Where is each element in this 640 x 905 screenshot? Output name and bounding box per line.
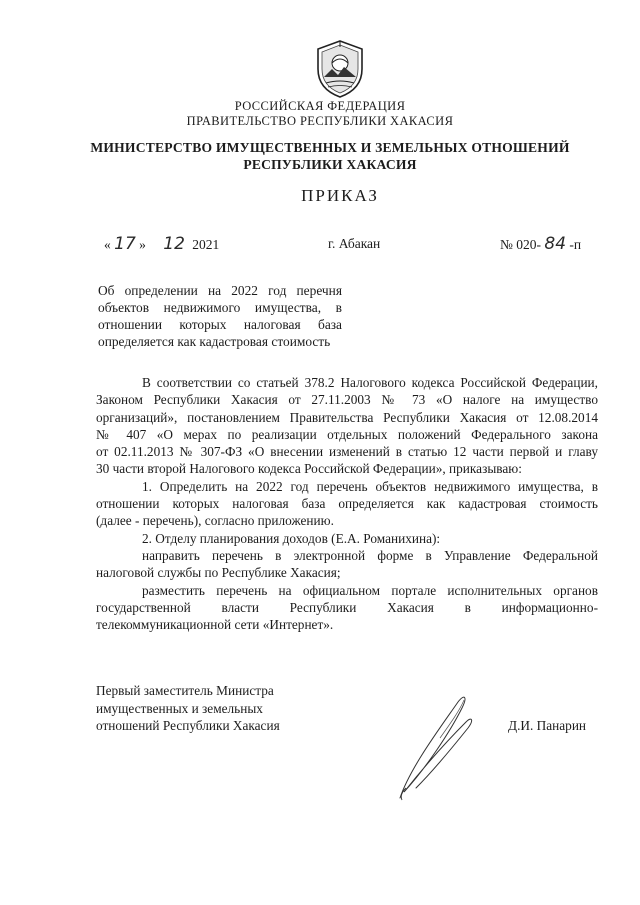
position-line: Первый заместитель Министра xyxy=(96,683,274,698)
subject-line: Об определении на 2022 год перечня xyxy=(98,283,342,298)
date-quote-close: » xyxy=(139,237,146,252)
body-line: телекоммуникационной сети «Интернет». xyxy=(96,617,334,633)
position-line: имущественных и земельных xyxy=(96,700,263,716)
order-subject xyxy=(98,282,342,350)
country-name: РОССИЙСКАЯ ФЕДЕРАЦИЯ xyxy=(234,99,406,113)
ministry-name-line2: РЕСПУБЛИКИ ХАКАСИЯ xyxy=(243,157,417,172)
body-line: 2. Отделу планирования доходов (Е.А. Романихина): xyxy=(142,530,441,546)
date-year: 2021 xyxy=(192,237,220,252)
date-month: 12 xyxy=(163,234,185,254)
signatory-name: Д.И. Панарин xyxy=(508,718,587,733)
body-line: № 407 «О мерах по реализации отдельных положений Федерального закона xyxy=(96,426,598,442)
number-suffix: -п xyxy=(569,237,582,252)
body-line: (далее - перечень), согласно приложению. xyxy=(96,513,334,529)
body-line: Законом Республики Хакасия от 27.11.2003 № 73 «О налоге на имущество xyxy=(96,392,598,408)
body-line: государственной власти Республики Хакасия в информационно- xyxy=(96,599,598,615)
ministry-name-line1: МИНИСТЕРСТВО ИМУЩЕСТВЕННЫХ И ЗЕМЕЛЬНЫХ ОТНОШЕНИЙ xyxy=(90,140,570,155)
subject-line: объектов недвижимого имущества, в xyxy=(98,300,342,315)
subject-line: определяется как кадастровая стоимость xyxy=(98,334,331,349)
body-line: организаций», постановлением Правительства Республики Хакасия от 12.08.2014 xyxy=(96,409,598,425)
body-line: направить перечень в электронной форме в Управление Федеральной xyxy=(142,547,598,563)
signatory-position xyxy=(96,682,280,735)
body-line: от 02.11.2013 № 307-ФЗ «О внесении изменений в статью 12 части первой и главу xyxy=(96,444,598,460)
body-line: отношении которых налоговая база определяется как кадастровая стоимость xyxy=(96,496,598,512)
number-value: 84 xyxy=(544,234,567,254)
body-line: налоговой службы по Республике Хакасия; xyxy=(96,565,341,581)
order-body xyxy=(96,374,598,633)
date-quote-open: « xyxy=(104,237,111,252)
date-day: 17 xyxy=(114,234,136,254)
body-line: В соответствии со статьей 378.2 Налогового кодекса Российской Федерации, xyxy=(142,375,598,390)
order-date xyxy=(104,234,219,254)
subject-line: отношении которых налоговая база xyxy=(98,317,342,332)
order-place: г. Абакан xyxy=(328,236,381,251)
number-prefix: № 020- xyxy=(500,237,542,252)
handwritten-signature-icon xyxy=(380,688,500,804)
body-line: разместить перечень на официальном портале исполнительных органов xyxy=(142,582,598,598)
document-title: ПРИКАЗ xyxy=(301,186,379,205)
coat-of-arms-icon xyxy=(314,39,366,99)
order-number xyxy=(500,234,581,254)
government-name: ПРАВИТЕЛЬСТВО РЕСПУБЛИКИ ХАКАСИЯ xyxy=(186,114,454,128)
body-line: 1. Определить на 2022 год перечень объектов недвижимого имущества, в xyxy=(142,478,598,494)
position-line: отношений Республики Хакасия xyxy=(96,718,280,733)
body-line: 30 части второй Налогового кодекса Российской Федерации», приказываю: xyxy=(96,461,522,477)
